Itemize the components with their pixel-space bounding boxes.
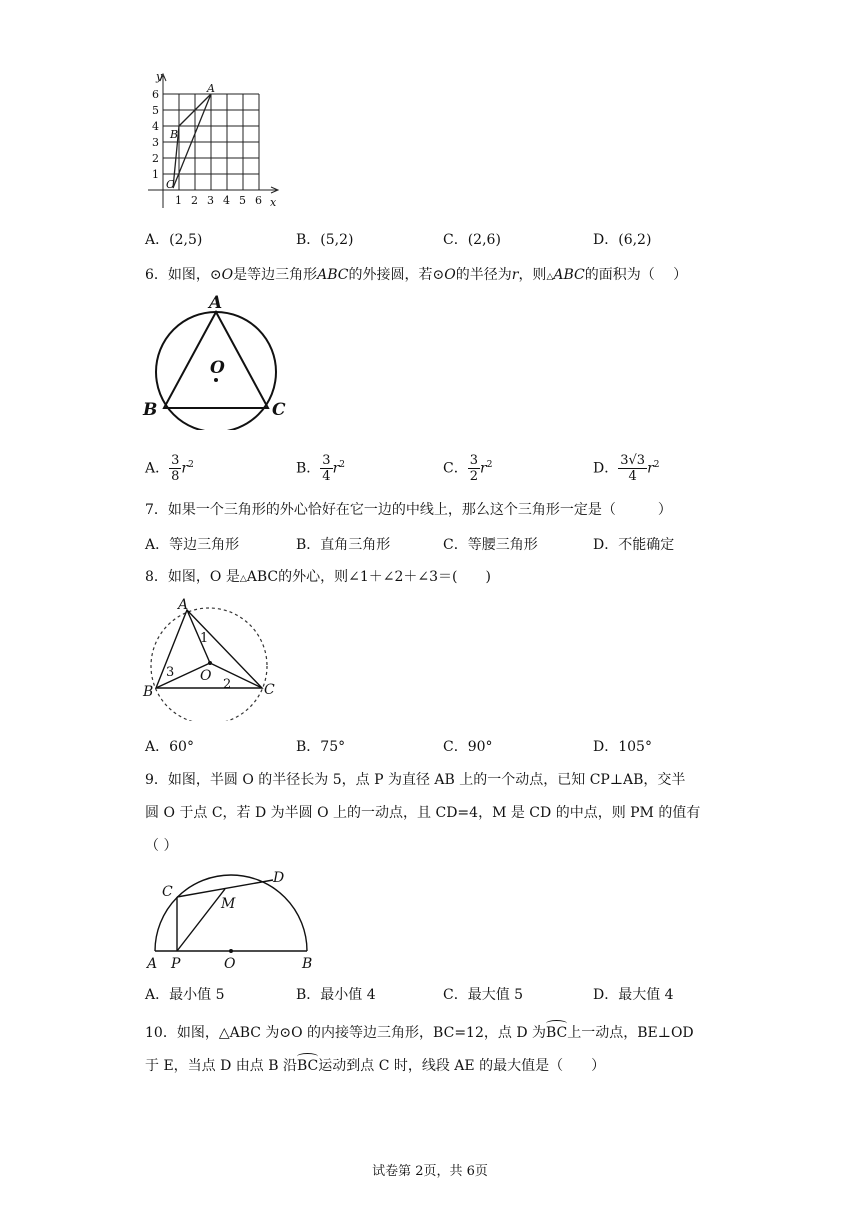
y-tick: 6 xyxy=(152,88,159,101)
q5-option-c: C．(2,6) xyxy=(443,232,501,248)
label-o: O xyxy=(200,668,212,684)
q5-option-b: B．(5,2) xyxy=(296,232,354,248)
q9-option-b: B．最小值 4 xyxy=(296,987,376,1003)
x-tick: 2 xyxy=(191,194,198,207)
y-tick: 2 xyxy=(152,152,159,165)
angle-2-label: 2 xyxy=(223,677,232,692)
q6-stem: 6．如图，⊙O是等边三角形ABC的外接圆，若⊙O的半径为r，则△ABC的面积为（ ） xyxy=(145,267,688,283)
q8-option-b: B．75° xyxy=(296,739,346,755)
y-tick: 3 xyxy=(152,136,159,149)
arc-bc: BC xyxy=(297,1053,318,1076)
q8-option-a: A．60° xyxy=(145,739,194,755)
q9-option-d: D．最大值 4 xyxy=(593,987,674,1003)
angle-1-label: 1 xyxy=(200,631,209,646)
q10-stem-line-1: 10．如图，△ABC 为⊙O 的内接等边三角形，BC=12，点 D 为BC上一动点，BE⊥OD xyxy=(145,1020,694,1043)
x-tick: 6 xyxy=(255,194,262,207)
q7-option-b: B．直角三角形 xyxy=(296,537,391,553)
label-a: A xyxy=(178,597,189,613)
label-m: M xyxy=(221,896,236,912)
x-axis-label: x xyxy=(270,196,277,209)
q5-option-a: A．(2,5) xyxy=(145,232,203,248)
q6-option-b: B． $\frac{3}{4}$ $r^2$ xyxy=(296,453,346,484)
q7-option-d: D．不能确定 xyxy=(593,537,675,553)
label-o: O xyxy=(210,358,225,378)
label-a: A xyxy=(147,956,158,971)
q5-option-d: D．(6,2) xyxy=(593,232,652,248)
grid-figure xyxy=(140,70,285,215)
circumcircle-figure xyxy=(140,295,300,430)
q8-stem: 8．如图，O 是△ABC的外心，则∠1＋∠2＋∠3＝( ) xyxy=(145,569,491,585)
y-tick: 5 xyxy=(152,104,159,117)
y-tick: 1 xyxy=(152,168,159,181)
q9-option-c: C．最大值 5 xyxy=(443,987,524,1003)
x-tick: 3 xyxy=(207,194,214,207)
label-b: B xyxy=(143,684,154,700)
q6-option-d: D． $\frac{3√3}{4}$ $r^2$ xyxy=(593,453,660,484)
label-b: B xyxy=(143,400,158,420)
arc-bc: BC xyxy=(546,1020,567,1043)
q7-stem: 7．如果一个三角形的外心恰好在它一边的中线上，那么这个三角形一定是（ ） xyxy=(145,502,672,518)
label-p: P xyxy=(171,956,181,971)
q7-option-c: C．等腰三角形 xyxy=(443,537,538,553)
x-tick: 5 xyxy=(239,194,246,207)
q8-option-c: C．90° xyxy=(443,739,493,755)
label-d: D xyxy=(273,870,285,886)
x-tick: 1 xyxy=(175,194,182,207)
semicircle-figure xyxy=(140,866,320,971)
label-c: C xyxy=(272,400,286,420)
label-o: O xyxy=(224,956,236,971)
point-b-label: B xyxy=(170,128,179,141)
q6-option-c: C． $\frac{3}{2}$ $r^2$ xyxy=(443,453,493,484)
q9-stem-line-3: （ ） xyxy=(145,838,178,854)
page-footer: 试卷第 2页，共 6页 xyxy=(372,1164,488,1179)
point-c-label: C xyxy=(166,178,175,191)
q9-option-a: A．最小值 5 xyxy=(145,987,225,1003)
angle-3-label: 3 xyxy=(166,665,175,680)
point-a-label: A xyxy=(207,82,215,95)
label-a: A xyxy=(209,295,223,313)
label-c: C xyxy=(162,884,173,900)
q9-stem-line-2: 圆 O 于点 C，若 D 为半圆 O 上的一动点，且 CD=4，M 是 CD 的中点，则 PM 的值有 xyxy=(145,805,701,821)
y-tick: 4 xyxy=(152,120,159,133)
y-axis-label: y xyxy=(156,70,163,83)
label-b: B xyxy=(302,956,313,971)
q7-option-a: A．等边三角形 xyxy=(145,537,240,553)
label-c: C xyxy=(264,682,275,698)
x-tick: 4 xyxy=(223,194,230,207)
q9-stem-line-1: 9．如图，半圆 O 的半径长为 5，点 P 为直径 AB 上的一个动点，已知 CP⊥AB，交半 xyxy=(145,772,686,788)
q6-option-a: A． $\frac{3}{8}$ $r^2$ xyxy=(145,453,194,484)
q10-stem-line-2: 于 E，当点 D 由点 B 沿BC运动到点 C 时，线段 AE 的最大值是（ ） xyxy=(145,1053,605,1076)
q8-option-d: D．105° xyxy=(593,739,652,755)
circumcenter-figure xyxy=(140,596,285,721)
